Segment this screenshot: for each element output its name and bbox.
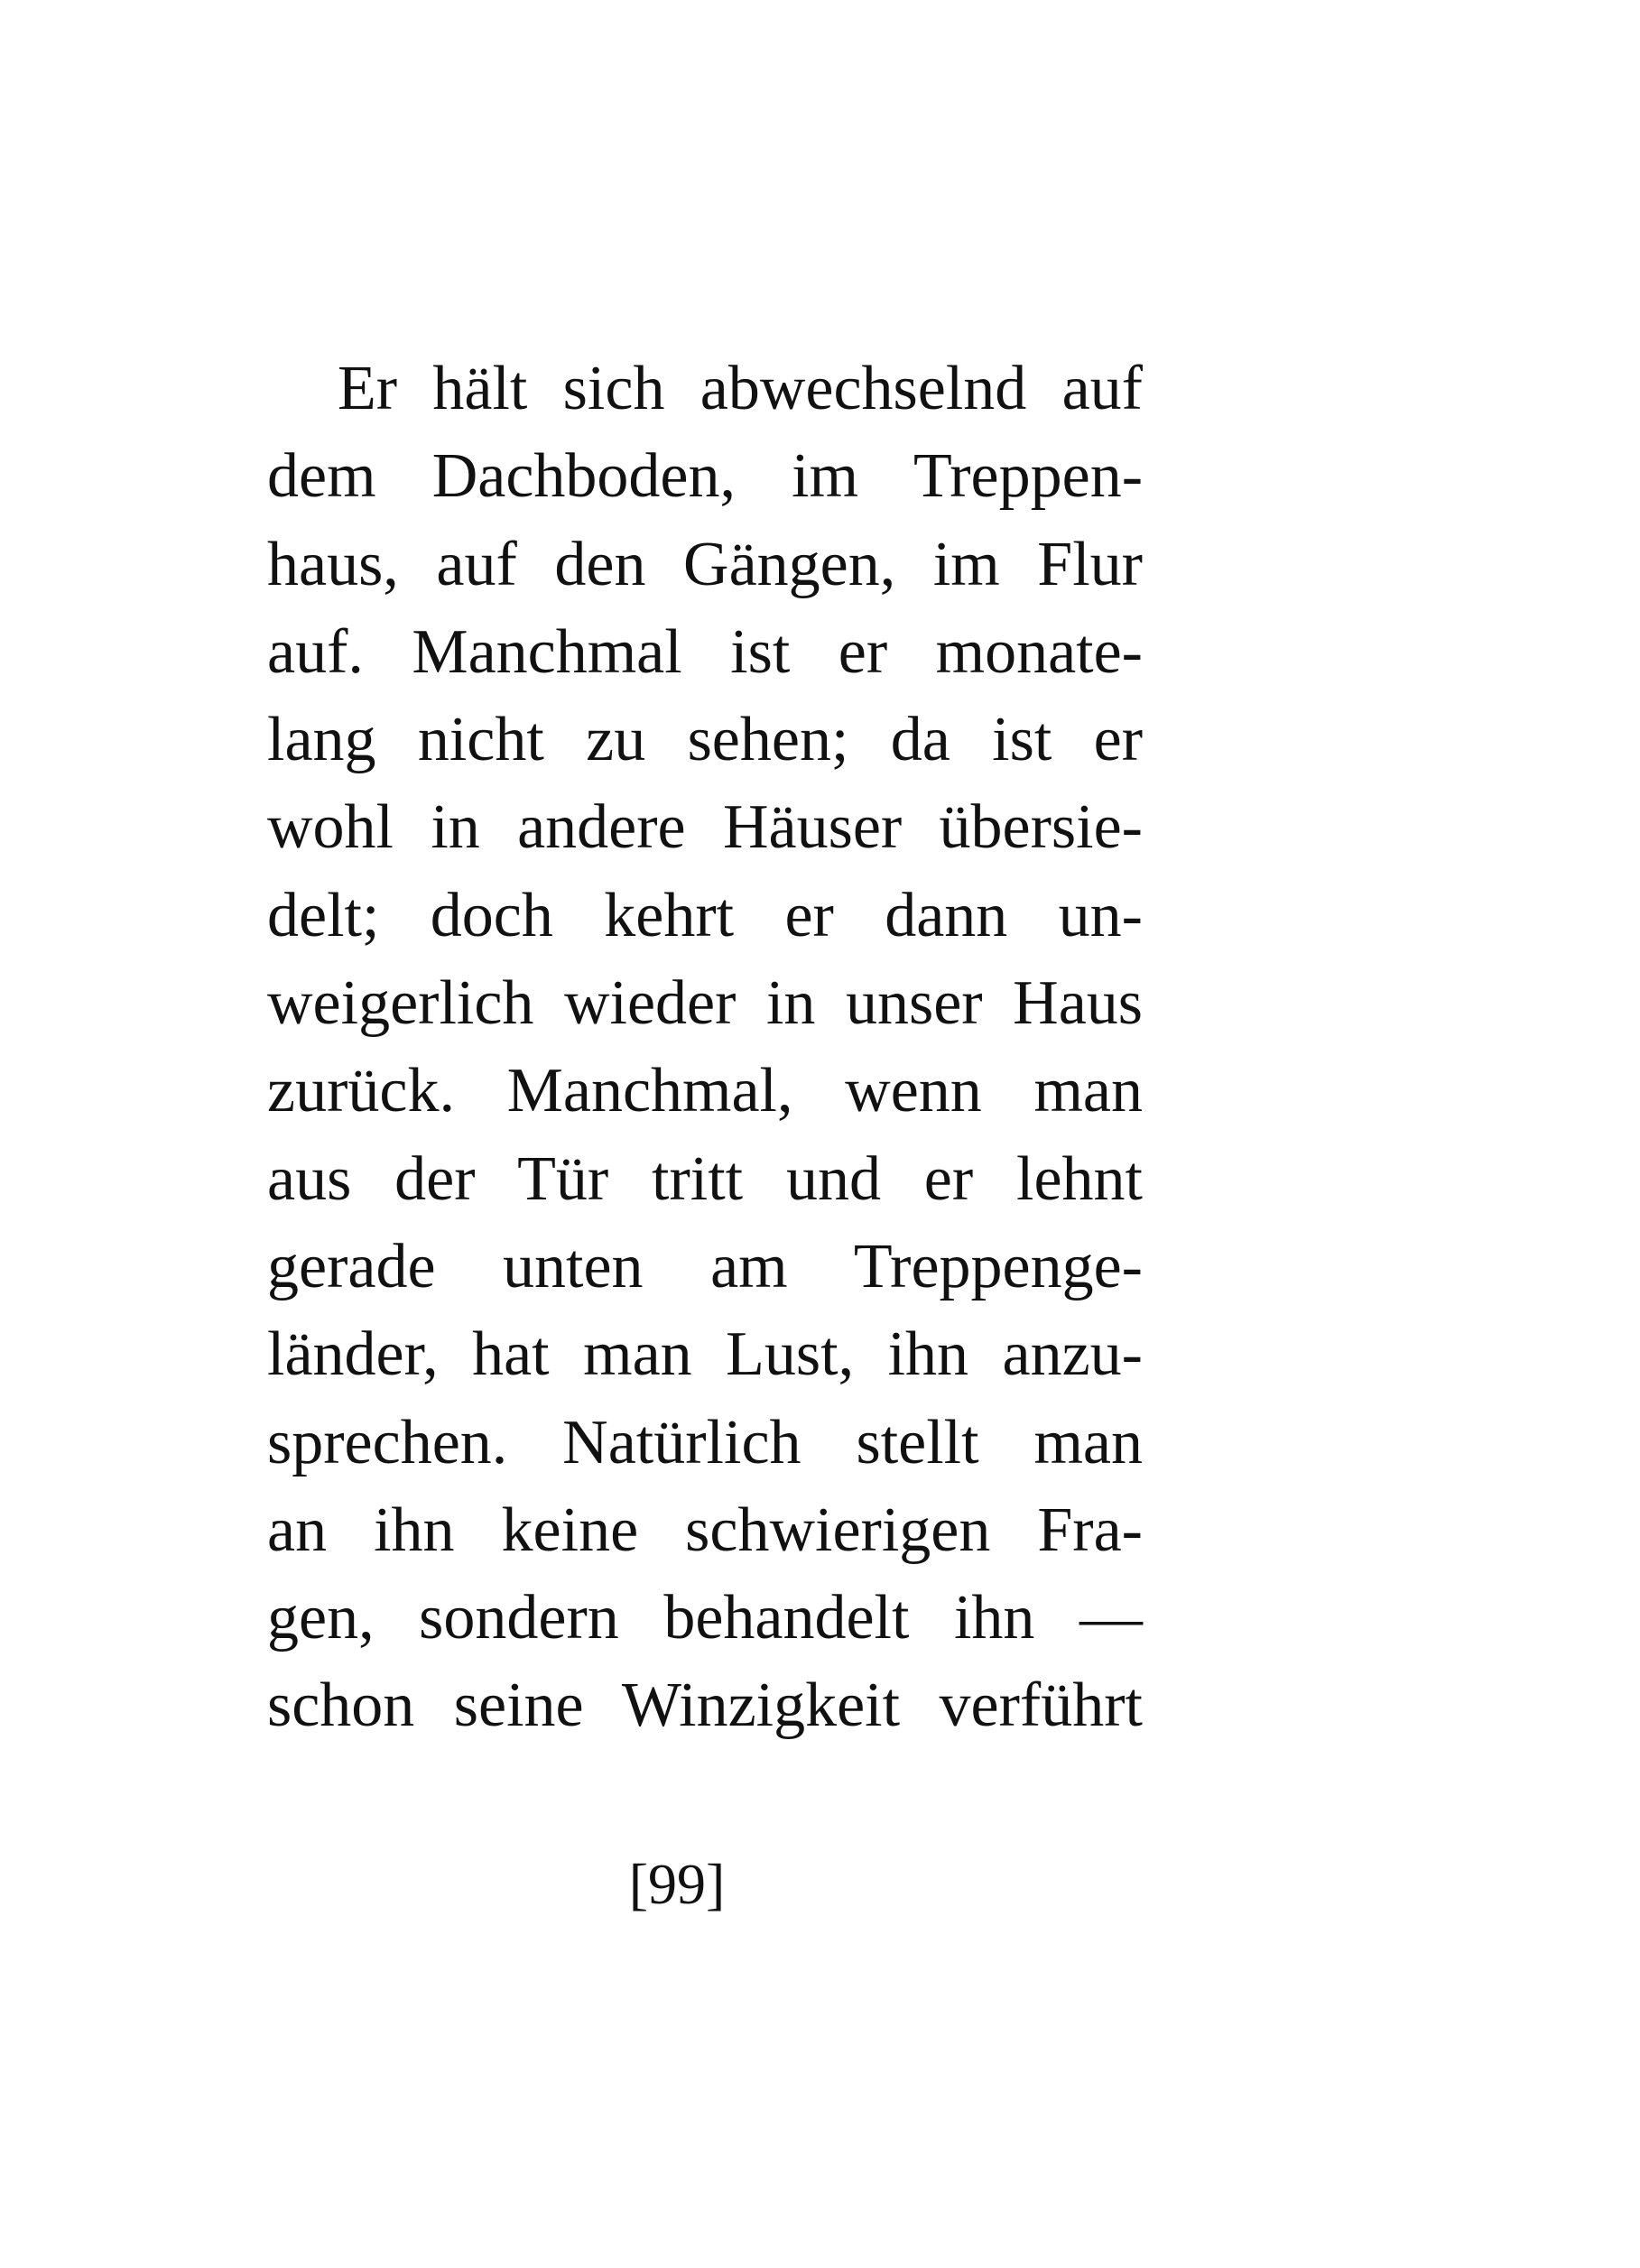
- text-line: länder, hat man Lust, ihn anzu-: [267, 1319, 1143, 1390]
- text-line: lang nicht zu sehen; da ist er: [267, 705, 1143, 775]
- text-line: wohl in andere Häuser übersie-: [267, 792, 1143, 863]
- text-line: auf. Manchmal ist er monate-: [267, 616, 1143, 687]
- text-line: zurück. Manchmal, wenn man: [267, 1056, 1143, 1126]
- text-line: haus, auf den Gängen, im Flur: [267, 529, 1143, 599]
- page-number: [99]: [628, 1852, 726, 1916]
- body-text: [267, 345, 1143, 1750]
- text-line: gen, sondern behandelt ihn —: [267, 1583, 1143, 1653]
- text-line: aus der Tür tritt und er lehnt: [267, 1143, 1143, 1214]
- text-line: weigerlich wieder in unser Haus: [267, 968, 1143, 1039]
- text-line: gerade unten am Treppenge-: [267, 1231, 1143, 1301]
- text-line: schon seine Winzigkeit verführt: [267, 1671, 1143, 1741]
- text-line: dem Dachboden, im Treppen-: [267, 441, 1143, 512]
- text-line: an ihn keine schwierigen Fra-: [267, 1495, 1143, 1565]
- text-line: sprechen. Natürlich stellt man: [267, 1407, 1143, 1477]
- text-line: delt; doch kehrt er dann un-: [267, 880, 1143, 950]
- text-line: Er hält sich abwechselnd auf: [338, 354, 1143, 423]
